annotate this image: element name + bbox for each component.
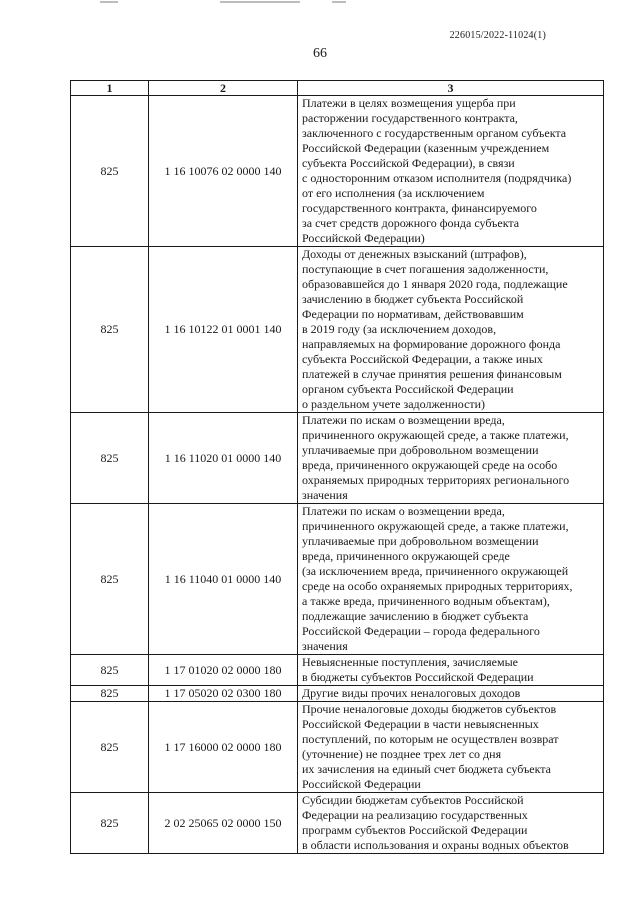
description-line: в 2019 году (за исключением доходов, [302,322,497,336]
description-line: поступающие в счет погашения задолженности, [302,262,549,276]
description-line: подлежащие зачислению в бюджет субъекта [302,609,529,623]
budget-classification-code-cell: 1 17 16000 02 0000 180 [149,702,298,793]
budget-classification-code-cell: 1 16 10122 01 0001 140 [149,247,298,413]
revenue-description-cell [298,686,604,702]
description-line: поступлений, по которым не осуществлен возврат [302,732,559,746]
description-line: о раздельном учете задолженности) [302,397,486,411]
description-line: Прочие неналоговые доходы бюджетов субъектов [302,702,557,716]
revenue-description-cell [298,655,604,686]
revenue-codes-table [70,80,604,854]
description-line: Российской Федерации (казенным учреждением [302,141,550,155]
description-line: в бюджеты субъектов Российской Федерации [302,670,534,684]
description-line: Доходы от денежных взысканий (штрафов), [302,247,527,261]
revenue-description-cell [298,793,604,854]
revenue-description-cell [298,247,604,413]
admin-code-cell: 825 [71,96,149,247]
budget-classification-code-cell: 1 17 05020 02 0300 180 [149,686,298,702]
admin-code-cell: 825 [71,247,149,413]
description-line: Платежи по искам о возмещении вреда, [302,413,505,427]
description-line: вреда, причиненного окружающей среде на особо [302,458,558,472]
description-line: расторжении государственного контракта, [302,111,518,125]
description-line: значения [302,488,348,502]
description-line: среде на особо охраняемых природных территориях, [302,579,573,593]
description-line: Федерации на реализацию государственных [302,808,528,822]
description-line: Федерации по нормативам, действовавшим [302,307,524,321]
description-line: субъекта Российской Федерации), в связи [302,156,515,170]
description-line: Невыясненные поступления, зачисляемые [302,655,518,669]
table-row [71,247,604,413]
description-line: от его исполнения (за исключением [302,186,485,200]
admin-code-cell: 825 [71,702,149,793]
description-line: зачислению в бюджет субъекта Российской [302,292,524,306]
table-row [71,702,604,793]
table-row [71,686,604,702]
description-line: Российской Федерации [302,777,421,791]
admin-code-cell: 825 [71,793,149,854]
description-line: программ субъектов Российской Федерации [302,823,528,837]
description-line: Российской Федерации) [302,231,425,245]
description-line: причиненного окружающей среде, а также платежи, [302,519,569,533]
table-row [71,504,604,655]
description-line: Российской Федерации в части невыясненных [302,717,539,731]
table-row [71,413,604,504]
admin-code-cell: 825 [71,504,149,655]
document-id: 226015/2022-11024(1) [449,30,546,41]
description-line: субъекта Российской Федерации, а также иных [302,352,543,366]
description-line: уплачиваемые при добровольном возмещении [302,534,539,548]
description-line: в области использования и охраны водных объектов [302,838,569,852]
description-line: образовавшейся до 1 января 2020 года, подлежащие [302,277,568,291]
budget-classification-code-cell: 1 16 10076 02 0000 140 [149,96,298,247]
description-line: а также вреда, причиненного водным объектам), [302,594,550,608]
description-line: их зачисления на единый счет бюджета субъекта [302,762,551,776]
column-header-1: 1 [71,81,149,96]
scan-artifact-marks [100,0,350,6]
table-row [71,96,604,247]
description-line: органом субъекта Российской Федерации [302,382,514,396]
description-line: Платежи в целях возмещения ущерба при [302,96,516,110]
admin-code-cell: 825 [71,686,149,702]
column-header-2: 2 [149,81,298,96]
description-line: заключенного с государственным органом субъекта [302,126,567,140]
description-line: направляемых на формирование дорожного фонда [302,337,561,351]
description-line: (уточнение) не позднее трех лет со дня [302,747,502,761]
description-line: причиненного окружающей среде, а также платежи, [302,428,569,442]
description-line: Российской Федерации – города федерального [302,624,540,638]
description-line: за счет средств дорожного фонда субъекта [302,216,520,230]
admin-code-cell: 825 [71,413,149,504]
revenue-description-cell [298,702,604,793]
revenue-description-cell [298,96,604,247]
description-line: Платежи по искам о возмещении вреда, [302,504,505,518]
table-row [71,655,604,686]
description-line: значения [302,639,348,653]
description-line: уплачиваемые при добровольном возмещении [302,443,539,457]
column-header-3: 3 [298,81,604,96]
table-row [71,793,604,854]
budget-classification-code-cell: 1 16 11020 01 0000 140 [149,413,298,504]
admin-code-cell: 825 [71,655,149,686]
description-line: государственного контракта, финансируемого [302,201,537,215]
budget-classification-code-cell: 1 17 01020 02 0000 180 [149,655,298,686]
description-line: платежей в случае принятия решения финансовым [302,367,562,381]
table-header-row [71,81,604,96]
description-line: Субсидии бюджетам субъектов Российской [302,793,524,807]
page-number: 66 [313,46,327,61]
description-line: с односторонним отказом исполнителя (подрядчика) [302,171,572,185]
description-line: Другие виды прочих неналоговых доходов [302,686,521,700]
revenue-description-cell [298,413,604,504]
revenue-description-cell [298,504,604,655]
description-line: (за исключением вреда, причиненного окружающей [302,564,569,578]
budget-classification-code-cell: 1 16 11040 01 0000 140 [149,504,298,655]
description-line: вреда, причиненного окружающей среде [302,549,510,563]
description-line: охраняемых природных территориях регионального [302,473,570,487]
budget-classification-code-cell: 2 02 25065 02 0000 150 [149,793,298,854]
